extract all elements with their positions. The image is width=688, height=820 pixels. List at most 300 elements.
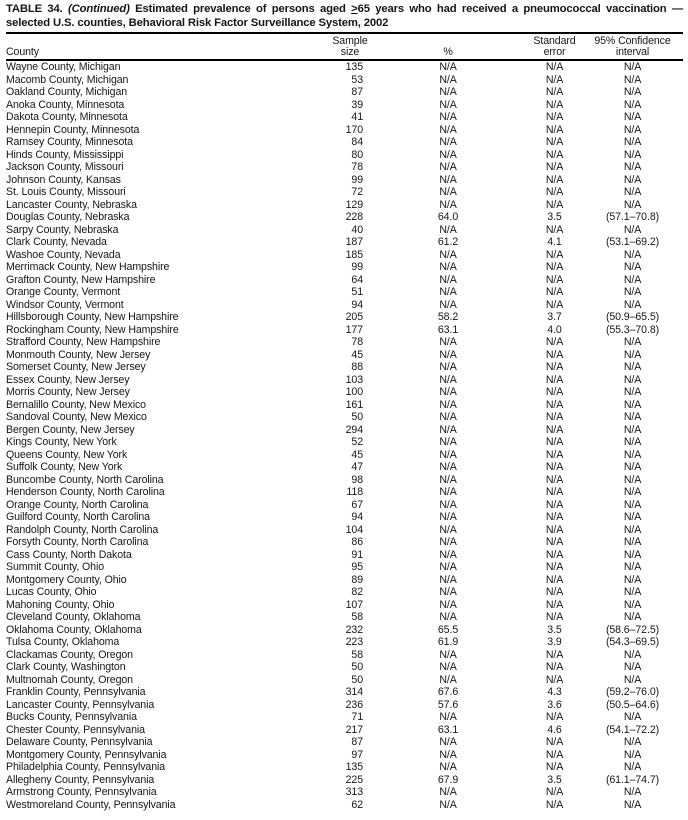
county-cell: Delaware County, Pennsylvania (6, 736, 153, 748)
county-cell: Johnson County, Kansas (6, 173, 121, 186)
table-row (6, 711, 683, 724)
county-cell: Henderson County, North Carolina (6, 486, 165, 498)
percent-cell: N/A (439, 711, 457, 723)
table-row (6, 424, 683, 437)
table-row (6, 786, 683, 799)
ci-cell: N/A (623, 148, 642, 161)
ci-cell: N/A (623, 436, 642, 448)
ci-cell: (54.1–72.2) (605, 723, 660, 736)
percent-cell: N/A (439, 386, 457, 398)
table-row (6, 636, 683, 649)
stderr-cell: N/A (545, 198, 564, 211)
sample-size-cell: 82 (351, 586, 363, 598)
sample-size-cell: 94 (351, 298, 363, 311)
title-text-before-symbol: Estimated prevalence of persons aged (135, 3, 346, 15)
table-number-label: TABLE 34. (6, 3, 63, 15)
ci-cell: N/A (623, 386, 642, 398)
ci-cell: (57.1–70.8) (605, 211, 660, 223)
stderr-cell: 4.1 (547, 236, 562, 248)
county-cell: Rockingham County, New Hampshire (6, 323, 179, 336)
sample-size-cell: 95 (351, 561, 363, 573)
table-row (6, 111, 683, 124)
sample-size-cell: 103 (345, 373, 363, 386)
table-row (6, 674, 683, 687)
percent-cell: N/A (439, 498, 457, 511)
stderr-cell: N/A (545, 561, 564, 573)
sample-size-cell: 177 (345, 323, 363, 336)
ci-cell: N/A (623, 261, 642, 273)
county-cell: Montgomery County, Pennsylvania (6, 748, 167, 761)
ci-cell: N/A (623, 298, 642, 311)
percent-cell: N/A (439, 298, 457, 311)
stderr-cell: 3.7 (547, 311, 562, 323)
stderr-cell: N/A (545, 298, 564, 311)
table-row (6, 224, 683, 237)
table-row (6, 699, 683, 712)
percent-cell: N/A (439, 248, 457, 261)
stderr-cell: N/A (545, 98, 564, 111)
ci-cell: N/A (623, 186, 642, 198)
table-row (6, 661, 683, 674)
prevalence-table (6, 34, 683, 811)
percent-cell: N/A (439, 123, 457, 136)
ci-cell: N/A (623, 73, 642, 86)
sample-size-cell: 97 (351, 748, 363, 761)
sample-size-cell: 187 (345, 236, 363, 248)
ci-cell: N/A (623, 673, 642, 686)
ci-cell: N/A (623, 61, 642, 73)
county-cell: Guilford County, North Carolina (6, 511, 150, 523)
table-row (6, 536, 683, 549)
sample-size-cell: 45 (351, 448, 363, 461)
sample-size-cell: 50 (351, 411, 363, 423)
ci-cell: (53.1–69.2) (605, 236, 660, 248)
percent-cell: N/A (439, 173, 457, 186)
stderr-cell: N/A (545, 473, 564, 486)
percent-cell: N/A (439, 86, 457, 98)
ci-cell: N/A (623, 586, 642, 598)
table-row (6, 749, 683, 762)
county-cell: Montgomery County, Ohio (6, 573, 127, 586)
ci-cell: N/A (623, 711, 642, 723)
percent-cell: N/A (439, 423, 457, 436)
county-cell: Sandoval County, New Mexico (6, 411, 147, 423)
percent-cell: N/A (439, 61, 457, 73)
sample-size-cell: 135 (345, 761, 363, 773)
ci-cell: N/A (623, 423, 642, 436)
sample-size-cell: 72 (351, 186, 363, 198)
percent-cell: N/A (439, 611, 457, 623)
table-row (6, 374, 683, 387)
table-row (6, 386, 683, 399)
ci-cell: N/A (623, 573, 642, 586)
ci-cell: N/A (623, 248, 642, 261)
sample-size-cell: 45 (351, 348, 363, 361)
percent-cell: N/A (439, 198, 457, 211)
county-cell: Somerset County, New Jersey (6, 361, 146, 373)
percent-cell: N/A (439, 536, 457, 548)
stderr-cell: N/A (545, 486, 564, 498)
ci-cell: N/A (623, 761, 642, 773)
county-cell: Philadelphia County, Pennsylvania (6, 761, 166, 773)
county-cell: Essex County, New Jersey (6, 373, 130, 386)
table-row (6, 774, 683, 787)
percent-cell: N/A (439, 673, 457, 686)
percent-cell: 65.5 (437, 623, 459, 636)
county-cell: Monmouth County, New Jersey (6, 348, 151, 361)
column-header-spacer (6, 34, 331, 47)
sample-size-cell: 51 (351, 286, 363, 298)
county-cell: Orange County, Vermont (6, 286, 121, 298)
county-cell: Summit County, Ohio (6, 561, 104, 573)
table-row (6, 724, 683, 737)
ci-cell: N/A (623, 748, 642, 761)
ci-cell: N/A (623, 611, 642, 623)
percent-cell: N/A (439, 161, 457, 173)
sample-size-cell: 236 (345, 698, 363, 711)
stderr-cell: N/A (545, 498, 564, 511)
sample-size-cell: 294 (345, 423, 363, 436)
percent-cell: N/A (439, 511, 457, 523)
ci-cell: (59.2–76.0) (605, 686, 660, 698)
stderr-cell: 3.9 (547, 636, 562, 648)
county-cell: Multnomah County, Oregon (6, 673, 133, 686)
county-cell: Clark County, Washington (6, 661, 126, 673)
percent-cell: 67.9 (437, 773, 459, 786)
table-row (6, 124, 683, 137)
percent-cell: N/A (439, 523, 457, 536)
ci-cell: N/A (623, 273, 642, 286)
county-cell: Ramsey County, Minnesota (6, 136, 133, 148)
stderr-cell: N/A (545, 761, 564, 773)
sample-size-cell: 94 (351, 511, 363, 523)
ci-cell: N/A (623, 786, 642, 798)
stderr-cell: N/A (545, 286, 564, 298)
sample-size-cell: 228 (345, 211, 363, 223)
ci-cell: (58.6–72.5) (605, 623, 660, 636)
county-cell: Clark County, Nevada (6, 236, 107, 248)
percent-cell: N/A (439, 461, 457, 473)
stderr-cell: 3.5 (547, 773, 562, 786)
stderr-cell: N/A (545, 736, 564, 748)
table-row (6, 649, 683, 662)
percent-cell: N/A (439, 111, 457, 123)
table-row (6, 186, 683, 199)
column-header-ci-line2: interval (615, 45, 650, 58)
county-cell: Cass County, North Dakota (6, 548, 132, 561)
sample-size-cell: 50 (351, 661, 363, 673)
county-cell: Bernalillo County, New Mexico (6, 398, 146, 411)
sample-size-cell: 87 (351, 86, 363, 98)
stderr-cell: N/A (545, 73, 564, 86)
continued-label: (Continued) (68, 3, 130, 15)
stderr-cell: N/A (545, 61, 564, 73)
county-cell: Cleveland County, Oklahoma (6, 611, 141, 623)
percent-cell: N/A (439, 186, 457, 198)
ci-cell: N/A (623, 198, 642, 211)
table-row (6, 599, 683, 612)
sample-size-cell: 313 (345, 786, 363, 798)
percent-cell: 57.6 (437, 698, 459, 711)
percent-cell: N/A (439, 286, 457, 298)
ci-cell: (54.3–69.5) (605, 636, 660, 648)
ci-cell: N/A (623, 598, 642, 611)
sample-size-cell: 107 (345, 598, 363, 611)
stderr-cell: N/A (545, 161, 564, 173)
ci-cell: N/A (623, 648, 642, 661)
ci-cell: N/A (623, 136, 642, 148)
ci-cell: N/A (623, 86, 642, 98)
table-row (6, 799, 683, 812)
percent-cell: N/A (439, 448, 457, 461)
table-row (6, 136, 683, 149)
ci-cell: N/A (623, 473, 642, 486)
table-row (6, 199, 683, 212)
stderr-cell: N/A (545, 248, 564, 261)
table-row (6, 411, 683, 424)
stderr-cell: N/A (545, 511, 564, 523)
county-cell: Macomb County, Michigan (6, 73, 129, 86)
county-cell: Orange County, North Carolina (6, 498, 149, 511)
percent-cell: N/A (439, 586, 457, 598)
stderr-cell: N/A (545, 523, 564, 536)
sample-size-cell: 232 (345, 623, 363, 636)
sample-size-cell: 223 (345, 636, 363, 648)
table-row (6, 149, 683, 162)
stderr-cell: N/A (545, 461, 564, 473)
sample-size-cell: 205 (345, 311, 363, 323)
sample-size-cell: 99 (351, 173, 363, 186)
county-cell: Morris County, New Jersey (6, 386, 130, 398)
stderr-cell: N/A (545, 373, 564, 386)
county-cell: Lucas County, Ohio (6, 586, 97, 598)
ci-cell: N/A (623, 411, 642, 423)
percent-cell: 61.2 (437, 236, 459, 248)
column-header-pct: % (443, 45, 453, 58)
ci-cell: N/A (623, 161, 642, 173)
stderr-cell: N/A (545, 223, 564, 236)
table-row (6, 261, 683, 274)
stderr-cell: 3.6 (547, 698, 562, 711)
ci-cell: N/A (623, 173, 642, 186)
county-cell: St. Louis County, Missouri (6, 186, 126, 198)
percent-cell: N/A (439, 148, 457, 161)
sample-size-cell: 88 (351, 361, 363, 373)
percent-cell: N/A (439, 411, 457, 423)
percent-cell: N/A (439, 736, 457, 748)
stderr-cell: N/A (545, 186, 564, 198)
percent-cell: N/A (439, 486, 457, 498)
sample-size-cell: 87 (351, 736, 363, 748)
county-cell: Suffolk County, New York (6, 461, 123, 473)
county-cell: Bucks County, Pennsylvania (6, 711, 137, 723)
sample-size-cell: 118 (346, 486, 363, 498)
ci-cell: N/A (623, 498, 642, 511)
percent-cell: 64.0 (437, 211, 459, 223)
title-text-after-symbol: 65 years who had received a pneumococcal vaccination — (357, 3, 683, 15)
column-header-sample-line2: size (340, 45, 360, 58)
county-cell: Allegheny County, Pennsylvania (6, 773, 155, 786)
table-row (6, 436, 683, 449)
stderr-cell: N/A (545, 173, 564, 186)
stderr-cell: N/A (545, 598, 564, 611)
table-row (6, 449, 683, 462)
stderr-cell: N/A (545, 86, 564, 98)
stderr-cell: N/A (545, 661, 564, 673)
ci-cell: N/A (623, 398, 642, 411)
header-row-top (6, 34, 683, 47)
county-cell: Hillsborough County, New Hampshire (6, 311, 179, 323)
percent-cell: N/A (439, 361, 457, 373)
table-title-line1 (6, 3, 683, 17)
county-cell: Sarpy County, Nebraska (6, 223, 119, 236)
stderr-cell: N/A (545, 436, 564, 448)
percent-cell: N/A (439, 548, 457, 561)
stderr-cell: N/A (545, 386, 564, 398)
table-row (6, 236, 683, 249)
county-cell: Lancaster County, Nebraska (6, 198, 137, 211)
table-row (6, 499, 683, 512)
stderr-cell: N/A (545, 111, 564, 123)
sample-size-cell: 314 (345, 686, 363, 698)
stderr-cell: N/A (545, 586, 564, 598)
percent-cell: N/A (439, 598, 457, 611)
stderr-cell: 3.5 (547, 211, 562, 223)
ci-cell: N/A (623, 536, 642, 548)
stderr-cell: N/A (545, 348, 564, 361)
stderr-cell: N/A (545, 273, 564, 286)
ci-cell: N/A (623, 461, 642, 473)
column-header-stderr-line2: error (543, 45, 566, 58)
sample-size-cell: 71 (351, 711, 363, 723)
ci-cell: N/A (623, 336, 642, 348)
table-row (6, 74, 683, 87)
sample-size-cell: 100 (345, 386, 363, 398)
ci-cell: N/A (623, 523, 642, 536)
sample-size-cell: 225 (345, 773, 363, 786)
table-row (6, 624, 683, 637)
sample-size-cell: 58 (351, 648, 363, 661)
table-header (6, 34, 683, 60)
stderr-cell: N/A (545, 148, 564, 161)
table-row (6, 336, 683, 349)
county-cell: Hennepin County, Minnesota (6, 123, 140, 136)
column-header-ci-line1: 95% Confidence (594, 35, 671, 47)
ci-cell: N/A (623, 736, 642, 748)
stderr-cell: N/A (545, 548, 564, 561)
county-cell: Armstrong County, Pennsylvania (6, 786, 157, 798)
percent-cell: N/A (439, 661, 457, 673)
table-row (6, 736, 683, 749)
table-row (6, 361, 683, 374)
ci-cell: N/A (623, 373, 642, 386)
stderr-cell: N/A (545, 398, 564, 411)
table-row (6, 611, 683, 624)
county-cell: Anoka County, Minnesota (6, 98, 125, 111)
table-row (6, 574, 683, 587)
sample-size-cell: 91 (351, 548, 363, 561)
table-row (6, 524, 683, 537)
table-row (6, 274, 683, 287)
sample-size-cell: 67 (351, 498, 363, 511)
county-cell: Clackamas County, Oregon (6, 648, 133, 661)
percent-cell: N/A (439, 748, 457, 761)
sample-size-cell: 41 (351, 111, 363, 123)
ci-cell: (61.1–74.7) (605, 773, 660, 786)
ci-cell: N/A (623, 98, 642, 111)
table-title (6, 3, 683, 30)
table-row (6, 299, 683, 312)
stderr-cell: N/A (545, 648, 564, 661)
table-row (6, 324, 683, 337)
header-row-bottom (6, 47, 683, 61)
percent-cell: N/A (439, 261, 457, 273)
percent-cell: N/A (439, 761, 457, 773)
sample-size-cell: 84 (351, 136, 363, 148)
percent-cell: N/A (439, 223, 457, 236)
sample-size-cell: 53 (351, 73, 363, 86)
percent-cell: N/A (439, 136, 457, 148)
column-header-county: County (6, 45, 39, 58)
column-header-pct-spacer (369, 34, 527, 47)
ci-cell: (55.3–70.8) (605, 323, 660, 336)
county-cell: Dakota County, Minnesota (6, 111, 128, 123)
stderr-cell: N/A (545, 711, 564, 723)
stderr-cell: N/A (545, 798, 564, 811)
column-header-stderr-line1: Standard (533, 35, 576, 47)
table-row (6, 761, 683, 774)
county-cell: Strafford County, New Hampshire (6, 336, 161, 348)
percent-cell: N/A (439, 648, 457, 661)
sample-size-cell: 86 (351, 536, 363, 548)
percent-cell: N/A (439, 436, 457, 448)
county-cell: Forsyth County, North Carolina (6, 536, 149, 548)
sample-size-cell: 217 (345, 723, 363, 736)
table-row (6, 686, 683, 699)
percent-cell: N/A (439, 348, 457, 361)
stderr-cell: N/A (545, 536, 564, 548)
table-row (6, 349, 683, 362)
sample-size-cell: 39 (351, 98, 363, 111)
county-cell: Randolph County, North Carolina (6, 523, 159, 536)
percent-cell: N/A (439, 336, 457, 348)
sample-size-cell: 89 (351, 573, 363, 586)
stderr-cell: N/A (545, 423, 564, 436)
sample-size-cell: 78 (351, 336, 363, 348)
county-cell: Chester County, Pennsylvania (6, 723, 145, 736)
county-cell: Oakland County, Michigan (6, 86, 128, 98)
ci-cell: N/A (623, 361, 642, 373)
table-row (6, 549, 683, 562)
ci-cell: N/A (623, 223, 642, 236)
stderr-cell: N/A (545, 448, 564, 461)
percent-cell: N/A (439, 98, 457, 111)
county-cell: Washoe County, Nevada (6, 248, 121, 261)
table-row (6, 474, 683, 487)
sample-size-cell: 129 (345, 198, 363, 211)
county-cell: Buncombe County, North Carolina (6, 473, 164, 486)
county-cell: Queens County, New York (6, 448, 128, 461)
table-row (6, 486, 683, 499)
table-row (6, 86, 683, 99)
table-row (6, 311, 683, 324)
table-row (6, 586, 683, 599)
sample-size-cell: 104 (345, 523, 363, 536)
sample-size-cell: 98 (351, 473, 363, 486)
ci-cell: N/A (623, 798, 642, 811)
sample-size-cell: 161 (345, 398, 363, 411)
ci-cell: (50.9–65.5) (605, 311, 660, 323)
